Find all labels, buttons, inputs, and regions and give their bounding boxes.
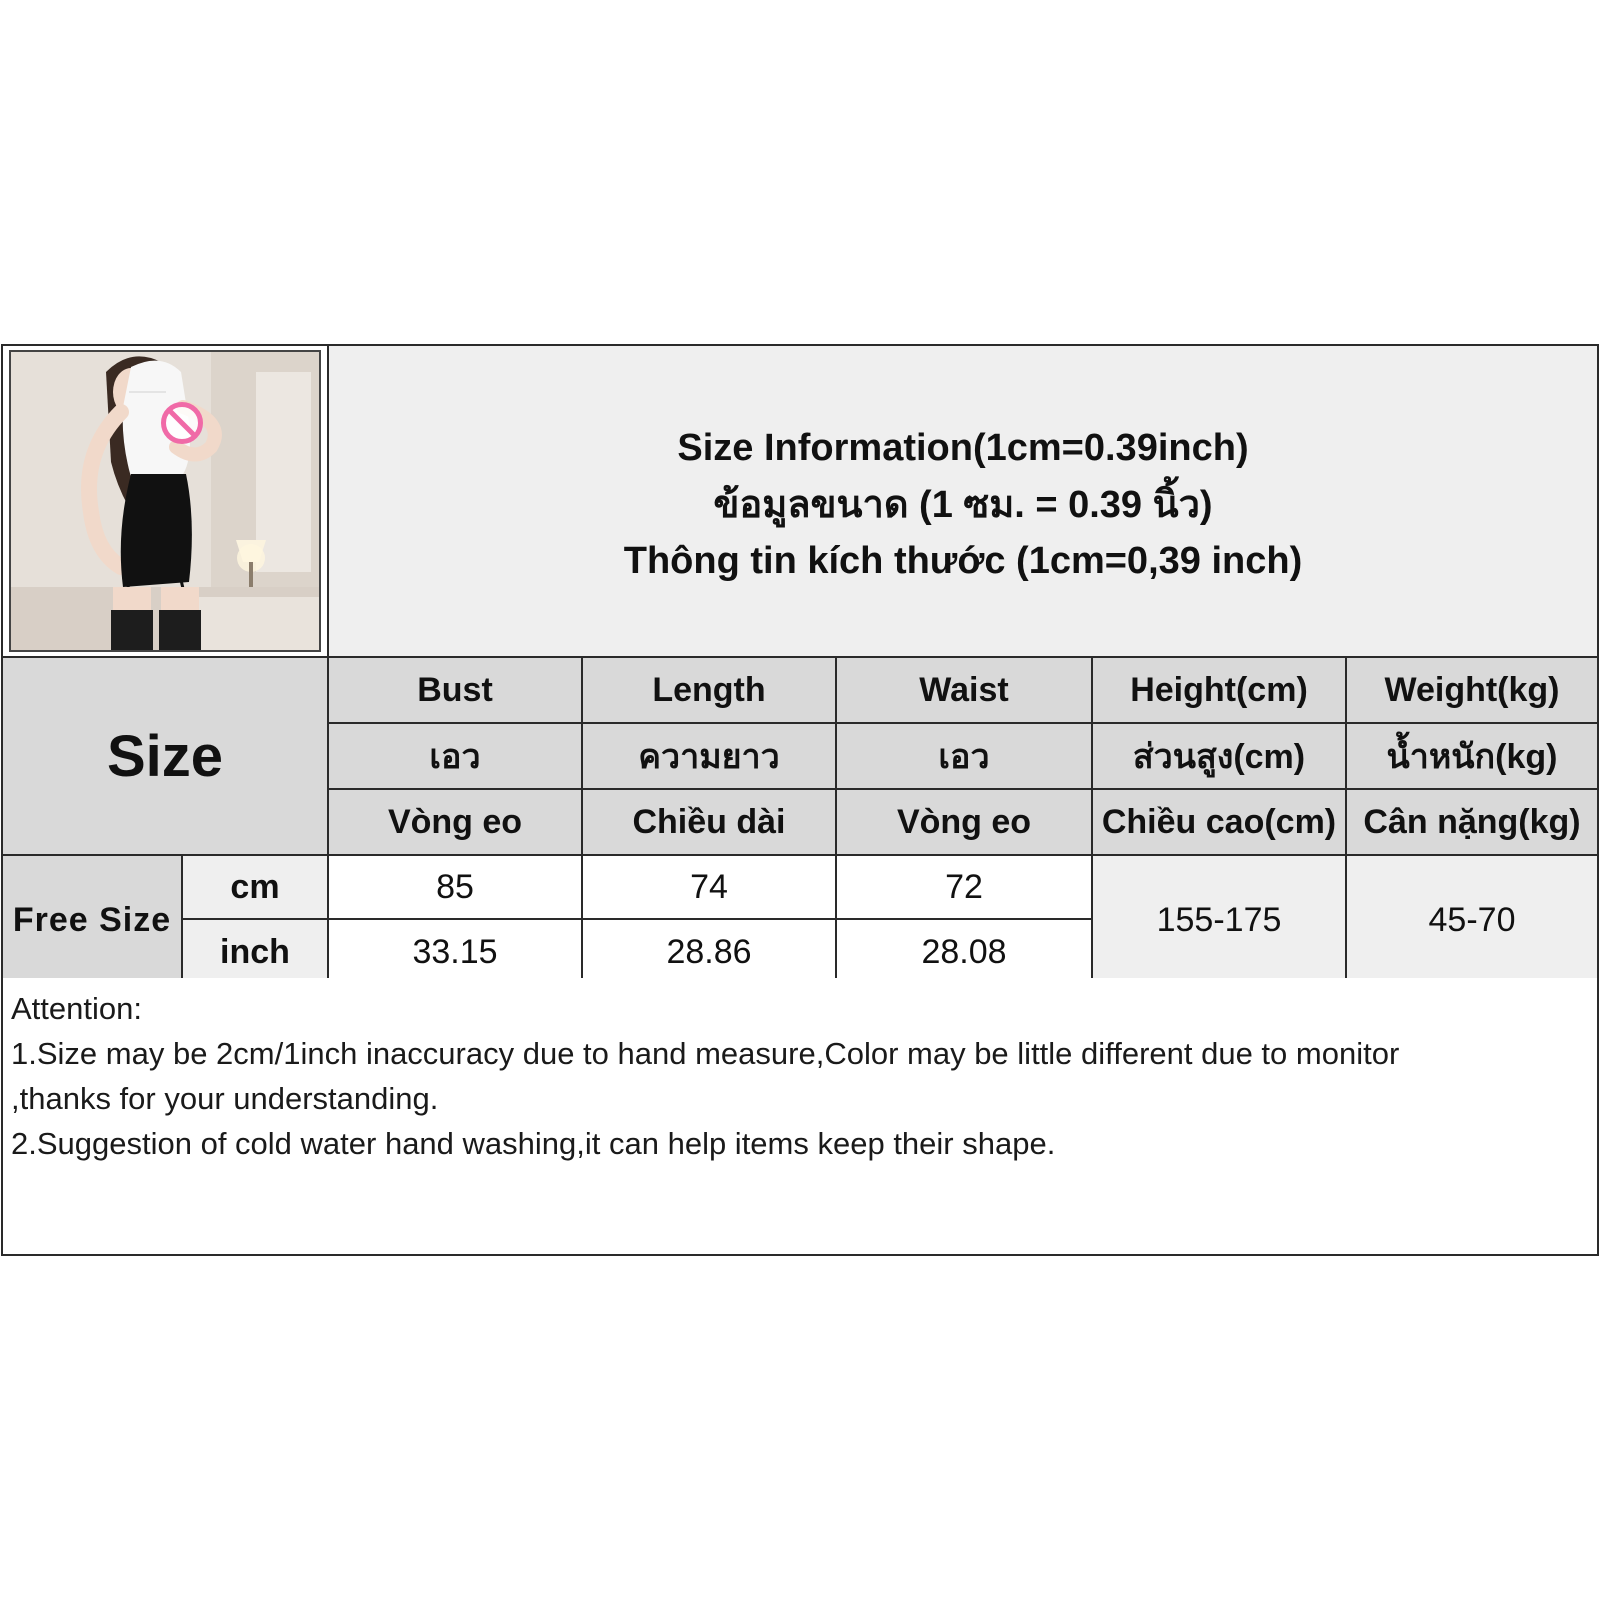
value-waist-inch: 28.08 [837,920,1093,986]
col-header-waist-en: Waist [837,658,1093,724]
value-bust-cm: 85 [329,856,583,920]
title-vi: Thông tin kích thước (1cm=0,39 inch) [623,540,1303,583]
title-th: ข้อมูลขนาด (1 ซม. = 0.39 นิ้ว) [713,483,1213,526]
unit-inch-label: inch [183,920,329,986]
note-line-1: 1.Size may be 2cm/1inch inaccuracy due to hand measure,Color may be little different due to monitor [11,1036,1400,1071]
unit-cm-label: cm [183,856,329,920]
value-length-cm: 74 [583,856,837,920]
title-block [329,346,1597,658]
value-weight-range: 45-70 [1347,856,1597,986]
col-header-length-en: Length [583,658,837,724]
attention-notes [3,978,1597,1254]
value-length-inch: 28.86 [583,920,837,986]
prohibited-circle-icon [161,402,203,444]
size-chart-sheet [1,344,1599,1256]
notes-heading: Attention: [11,991,142,1026]
note-line-2: 2.Suggestion of cold water hand washing,it can help items keep their shape. [11,1126,1056,1161]
title-en: Size Information(1cm=0.39inch) [677,426,1249,469]
col-header-height-th: ส่วนสูง(cm) [1093,724,1347,790]
col-header-length-th: ความยาว [583,724,837,790]
col-header-bust-vi: Vòng eo [329,790,583,856]
size-header: Size [3,658,329,856]
value-waist-cm: 72 [837,856,1093,920]
col-header-height-vi: Chiều cao(cm) [1093,790,1347,856]
col-header-height-en: Height(cm) [1093,658,1347,724]
product-photo-cell [3,346,329,658]
product-photo [9,350,321,652]
col-header-waist-vi: Vòng eo [837,790,1093,856]
col-header-waist-th: เอว [837,724,1093,790]
col-header-length-vi: Chiều dài [583,790,837,856]
note-line-1-continued: ,thanks for your understanding. [11,1081,439,1116]
value-height-range: 155-175 [1093,856,1347,986]
value-bust-inch: 33.15 [329,920,583,986]
model-illustration [11,352,319,650]
col-header-bust-th: เอว [329,724,583,790]
col-header-weight-vi: Cân nặng(kg) [1347,790,1597,856]
free-size-label: Free Size [3,856,183,986]
col-header-weight-th: น้ำหนัก(kg) [1347,724,1597,790]
col-header-bust-en: Bust [329,658,583,724]
col-header-weight-en: Weight(kg) [1347,658,1597,724]
